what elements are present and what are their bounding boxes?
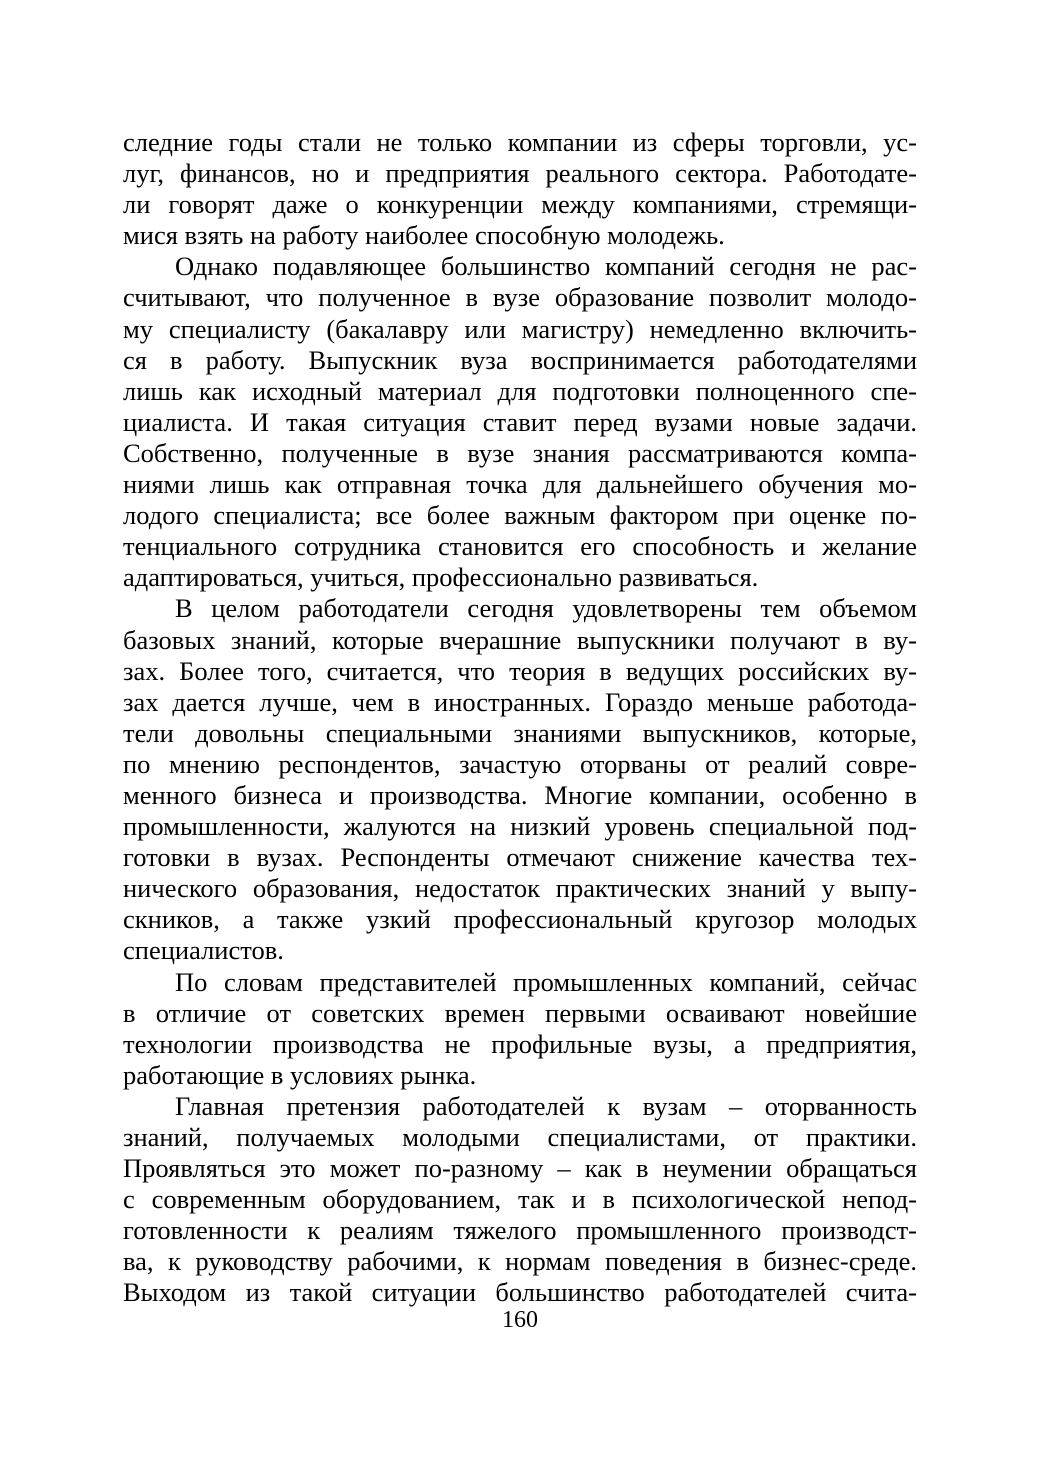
text-line: Однако подавляющее большинство компаний сегодня не рас- <box>175 251 917 282</box>
text-line: специалистов. <box>123 935 284 966</box>
paragraph <box>123 593 917 966</box>
text-line: следние годы стали не только компании из сферы торговли, ус- <box>123 127 917 157</box>
text-line: луг, финансов, но и предприятия реального сектора. Работодате- <box>123 158 917 189</box>
text-line: адаптироваться, учиться, профессионально развиваться. <box>123 562 759 593</box>
text-line: мися взять на работу наиболее способную молодежь. <box>123 220 725 251</box>
text-line: промышленности, жалуются на низкий уровень специальной под- <box>123 811 917 842</box>
paragraph <box>123 1091 917 1309</box>
text-line: нического образования, недостаток практических знаний у выпу- <box>123 873 917 904</box>
text-line: ли говорят даже о конкуренции между компаниями, стремящи- <box>123 189 917 220</box>
text-line: Проявляться это может по-разному – как в неумении обращаться <box>123 1153 917 1184</box>
text-line: базовых знаний, которые вчерашние выпускники получают в ву- <box>123 624 917 655</box>
text-line: по мнению респондентов, зачастую оторваны от реалий совре- <box>123 748 917 779</box>
text-line: В целом работодатели сегодня удовлетворены тем объемом <box>175 593 917 624</box>
text-line: технологии производства не профильные вузы, а предприятия, <box>123 1028 917 1059</box>
text-line: тели довольны специальными знаниями выпускников, которые, <box>123 717 917 748</box>
text-line: готовленности к реалиям тяжелого промышленного производст- <box>123 1215 917 1246</box>
paragraph <box>123 251 917 593</box>
paragraph <box>123 127 917 251</box>
text-line: скников, а также узкий профессиональный кругозор молодых <box>123 904 917 935</box>
paragraph <box>123 967 917 1091</box>
text-line: циалиста. И такая ситуация ставит перед вузами новые задачи. <box>123 406 917 437</box>
text-line: зах. Более того, считается, что теория в ведущих российских ву- <box>123 655 917 686</box>
text-line: му специалисту (бакалавру или магистру) немедленно включить- <box>123 313 917 344</box>
text-line: лишь как исходный материал для подготовки полноценного спе- <box>123 375 917 406</box>
text-line: лодого специалиста; все более важным фактором при оценке по- <box>123 500 917 531</box>
text-line: зах дается лучше, чем в иностранных. Гораздо меньше работода- <box>123 686 917 717</box>
text-line: с современным оборудованием, так и в психологической непод- <box>123 1184 917 1215</box>
text-line: в отличие от советских времен первыми осваивают новейшие <box>123 997 917 1028</box>
text-line: Собственно, полученные в вузе знания рассматриваются компа- <box>123 437 917 468</box>
text-line: ниями лишь как отправная точка для дальнейшего обучения мо- <box>123 469 917 500</box>
text-line: По словам представителей промышленных компаний, сейчас <box>175 966 917 997</box>
body-text <box>123 127 917 1309</box>
text-line: готовки в вузах. Респонденты отмечают снижение качества тех- <box>123 842 917 873</box>
text-line: тенциального сотрудника становится его способность и желание <box>123 531 917 562</box>
text-line: знаний, получаемых молодыми специалистами, от практики. <box>123 1122 917 1152</box>
page-number: 160 <box>502 1307 538 1333</box>
text-line: ся в работу. Выпускник вуза воспринимается работодателями <box>123 344 917 375</box>
text-line: Выходом из такой ситуации большинство работодателей счита- <box>123 1277 917 1308</box>
text-line: ва, к руководству рабочими, к нормам поведения в бизнес-среде. <box>123 1246 917 1277</box>
text-line: работающие в условиях рынка. <box>123 1059 477 1090</box>
text-line: Главная претензия работодателей к вузам – оторванность <box>175 1090 917 1121</box>
text-line: менного бизнеса и производства. Многие компании, особенно в <box>123 779 917 810</box>
text-line: считывают, что полученное в вузе образование позволит молодо- <box>123 282 917 313</box>
